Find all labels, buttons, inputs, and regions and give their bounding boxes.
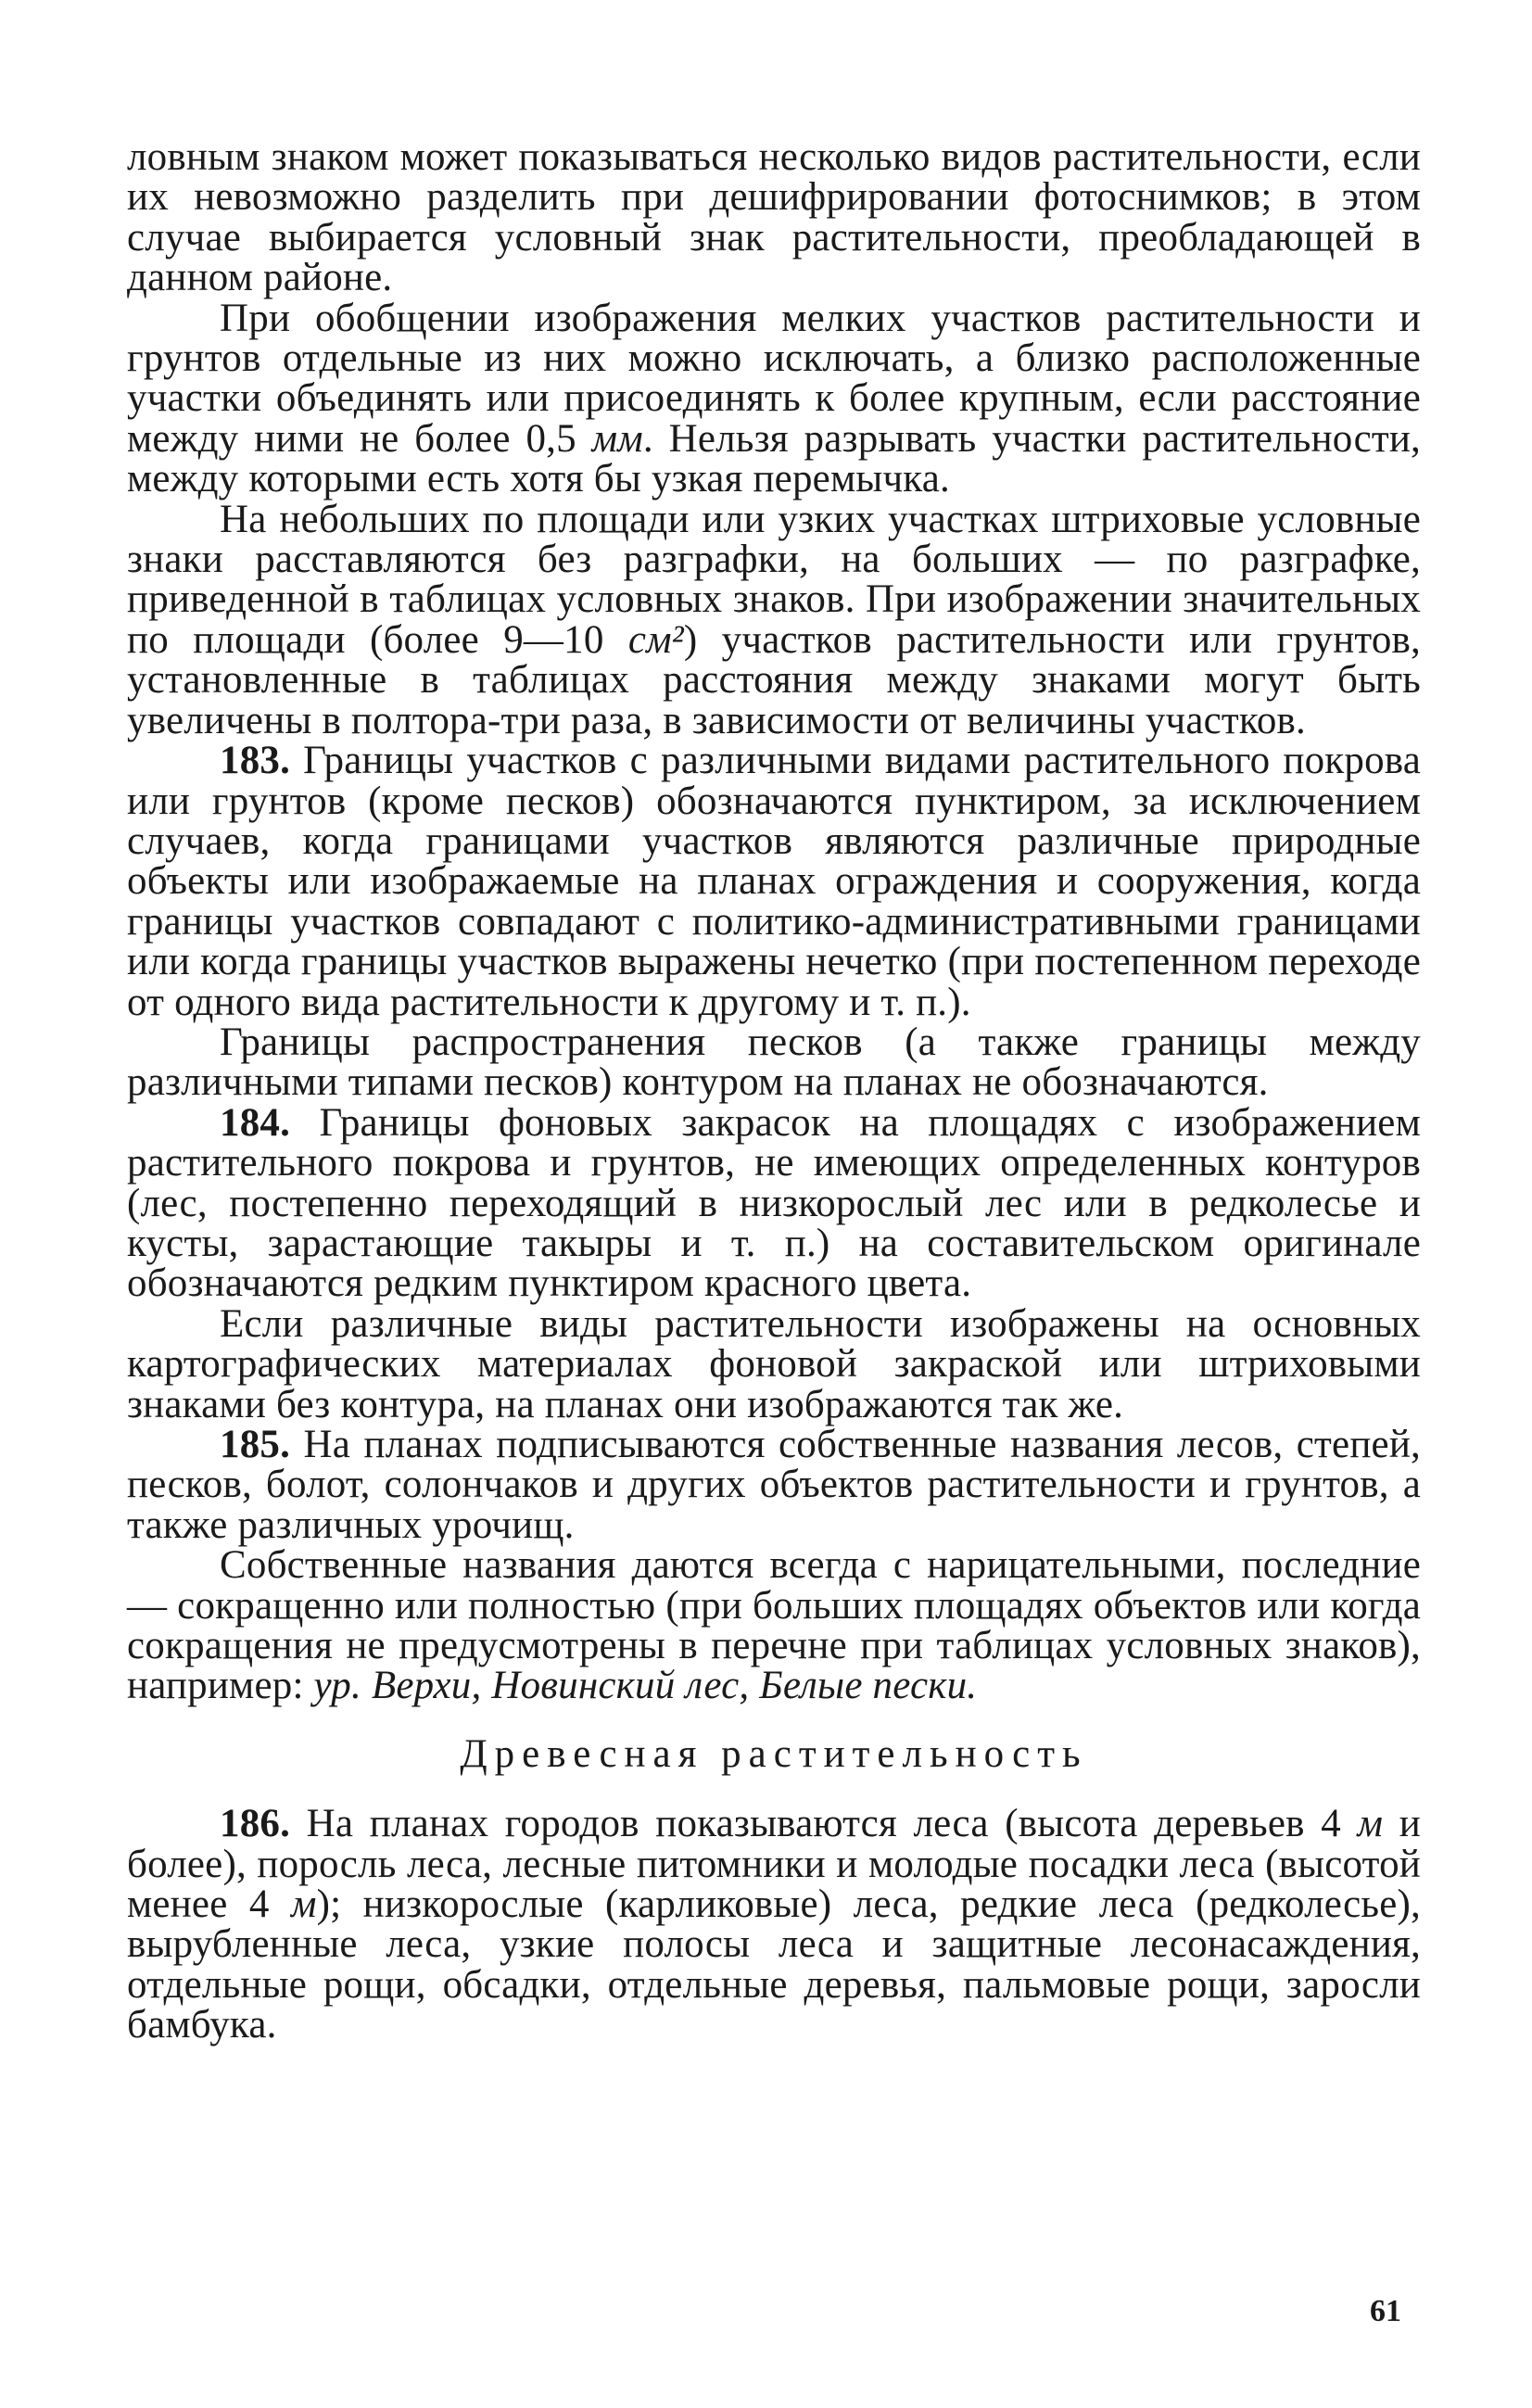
paragraph-hatching-signs <box>127 497 1421 742</box>
section-number: 186. <box>220 1802 291 1846</box>
section-number: 184. <box>220 1100 291 1145</box>
section-183 <box>127 741 1421 1022</box>
section-184 <box>127 1100 1421 1306</box>
paragraph-background-fill <box>127 1301 1421 1426</box>
unit-m: м <box>1357 1802 1384 1846</box>
paragraph-text: Если различные виды растительности изображены на основных картографических материалах фоновой закраской или штриховыми знаками без контура, на планах они изображаются так же. <box>127 1301 1421 1426</box>
section-number: 185. <box>220 1423 291 1466</box>
paragraph-text: . Нельзя разрывать участки растительности, между которыми есть хотя бы узкая перемычка. <box>127 416 1422 501</box>
paragraph-generalization <box>127 298 1421 500</box>
page-number: 61 <box>1370 2294 1401 2328</box>
paragraph-text: На небольших по площади или узких участках штриховые условные знаки расставляются без разграфки, на больших — по разграфке, приведенной в таблицах условных знаков. При изображении значительных по площади (более 9—10 <box>127 497 1421 662</box>
document-page <box>127 137 1421 2046</box>
section-heading: Древесная растительность <box>460 1731 1088 1776</box>
paragraph-text: и более), поросль леса, лесные питомники и молодые посадки леса (высотой менее 4 <box>127 1802 1421 1927</box>
section-185 <box>127 1425 1421 1545</box>
paragraph-text: На планах городов показываются леса (высота деревьев 4 <box>290 1802 1358 1846</box>
paragraph-text: ) участков растительности или грунтов, установленные в таблицах расстояния между знаками могут быть увеличены в полтора-три раза, в зависимости от величины участков. <box>127 617 1421 742</box>
section-186 <box>127 1804 1421 2045</box>
unit-mm: мм <box>591 416 643 461</box>
paragraph-text: На планах подписываются собственные названия лесов, степей, песков, болот, солончаков и других объектов растительности и грунтов, а также различных урочищ. <box>127 1423 1421 1547</box>
paragraph-text: Границы фоновых закрасок на площадях с изображением растительного покрова и грунтов, не имеющих определенных контуров (лес, постепенно переходящий в низкорослый лес или в редколесье и кусты, зарастающие такыры и т. п.) на составительском оригинале обозначаются редким пунктиром красного цвета. <box>127 1100 1421 1306</box>
paragraph-text: При обобщении изображения мелких участков растительности и грунтов отдельные из них можно исключать, а близко расположенные участки объединять или присоединять к более крупным, если расстояние между ними не более 0,5 <box>127 296 1421 461</box>
paragraph-text: Собственные названия даются всегда с нарицательными, последние — сокращенно или полностью (при больших площадях объектов или когда сокращения не предусмотрены в перечне при таблицах условных знаков), например: <box>127 1543 1421 1708</box>
paragraph-text: ловным знаком может показываться несколько видов растительности, если их невозможно разделить при дешифрировании фотоснимков; в этом случае выбирается условный знак растительности, преобладающей в данном районе. <box>127 135 1421 300</box>
paragraph-proper-names <box>127 1545 1421 1706</box>
paragraph-sand-borders <box>127 1022 1421 1103</box>
paragraph-text: ); низкорослые (карликовые) леса, редкие леса (редколесье), вырубленные леса, узкие полосы леса и защитные лесонасаждения, отдельные рощи, обсадки, отдельные деревья, пальмовые рощи, заросли бамбука. <box>127 1882 1421 2047</box>
unit-m: м <box>290 1882 317 1927</box>
paragraph-continuation <box>127 137 1421 298</box>
paragraph-text: Границы участков с различными видами растительного покрова или грунтов (кроме песков) обозначаются пунктиром, за исключением случаев, когда границами участков являются различные природные объекты или изображаемые на планах ограждения и сооружения, когда границы участков совпадают с политико-административными границами или когда границы участков выражены нечетко (при постепенном переходе от одного вида растительности к другому и т. п.). <box>127 739 1421 1024</box>
paragraph-text: Границы распространения песков (а также границы между различными типами песков) контуром на планах не обозначаются. <box>127 1020 1421 1105</box>
unit-cm2: см² <box>627 617 684 662</box>
example-names: ур. Верхи, Новинский лес, Белые пески. <box>313 1664 978 1708</box>
section-number: 183. <box>220 739 291 783</box>
